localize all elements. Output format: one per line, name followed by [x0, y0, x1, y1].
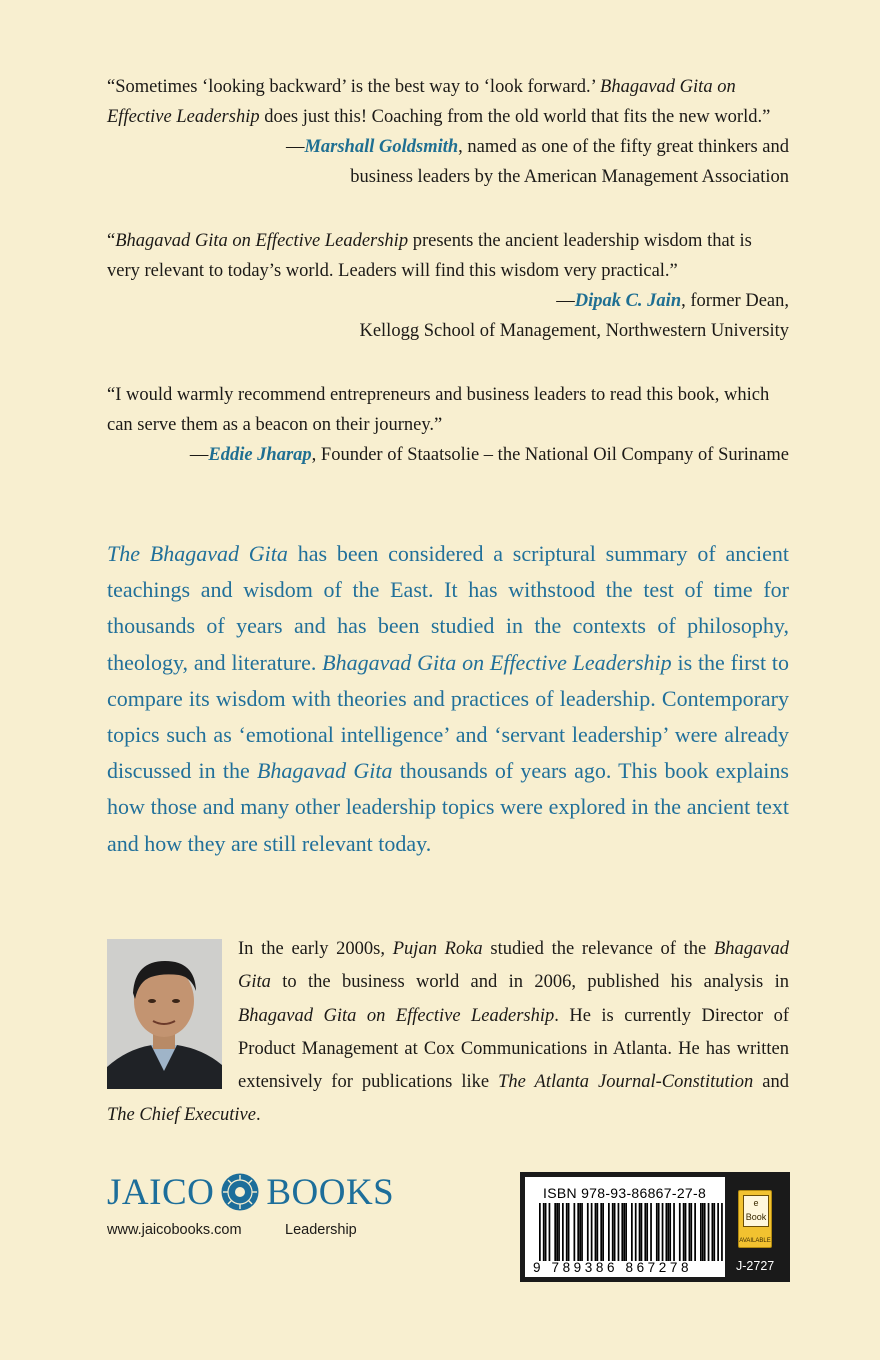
- endorsement-quote-2: [107, 226, 789, 346]
- quote-text: [107, 72, 789, 132]
- publisher-website: www.jaicobooks.com: [107, 1222, 242, 1238]
- barcode-bar: [689, 1203, 691, 1261]
- barcode-bar: [658, 1203, 660, 1261]
- barcode-bar: [621, 1203, 623, 1261]
- author-name: Pujan Roka: [392, 939, 483, 959]
- endorser-title: , former Dean,: [681, 291, 789, 311]
- barcode-bar: [600, 1203, 602, 1261]
- barcode-bar: [683, 1203, 685, 1261]
- barcode-bar: [591, 1203, 593, 1261]
- book-description: [107, 536, 789, 862]
- bio-title: Bhagavad Gita: [238, 939, 790, 993]
- barcode-bar: [625, 1203, 627, 1261]
- barcode-bar: [562, 1203, 564, 1261]
- barcode-bar: [568, 1203, 570, 1261]
- quote-attribution: [107, 286, 789, 316]
- barcode-bar: [631, 1203, 633, 1261]
- author-bio: [107, 933, 789, 1133]
- endorsement-quote-1: [107, 72, 789, 192]
- bio-text: and: [753, 1072, 789, 1093]
- barcode-bar: [713, 1203, 715, 1261]
- barcode-bar: [685, 1203, 687, 1261]
- barcode-bar: [579, 1203, 581, 1261]
- quote-attribution: [107, 132, 789, 162]
- barcode-bar: [646, 1203, 648, 1261]
- isbn-text: ISBN 978-93-86867-27-8: [543, 1185, 707, 1201]
- barcode-bar: [595, 1203, 597, 1261]
- barcode-bars: [539, 1203, 723, 1261]
- barcode-bar: [721, 1203, 723, 1261]
- barcode-bar: [614, 1203, 616, 1261]
- barcode-bar: [656, 1203, 658, 1261]
- barcode-bar: [700, 1203, 702, 1261]
- bio-text: In the early 2000s,: [238, 939, 393, 959]
- quote-attribution: [107, 440, 789, 470]
- barcode-bar: [558, 1203, 560, 1261]
- bio-text: to the business world and in 2006, published his analysis in: [270, 972, 789, 993]
- endorser-name: Dipak C. Jain: [574, 291, 682, 311]
- barcode-bar: [581, 1203, 583, 1261]
- barcode-panel: [520, 1172, 790, 1282]
- barcode-bar: [543, 1203, 545, 1261]
- barcode-bar: [612, 1203, 614, 1261]
- quote-book-title: Bhagavad Gita on Effective Leadership: [107, 77, 736, 127]
- bio-text: . He is currently Director of Product Management at Cox Communications in Atlanta. He has written extensively for publications like: [238, 1005, 789, 1093]
- barcode-bar: [673, 1203, 675, 1261]
- blurb-text: is the first to compare its wisdom with theories and practices of leadership. Contemporary topics such as ‘emotional intelligence’ and ‘servant leadership’ were already discussed in the: [107, 649, 789, 784]
- bio-text: .: [255, 1105, 261, 1126]
- barcode-bar: [587, 1203, 589, 1261]
- barcode-bar: [694, 1203, 696, 1261]
- dash: —: [189, 445, 209, 465]
- barcode-bar: [608, 1203, 610, 1261]
- endorser-title: , named as one of the fifty great thinkers and: [458, 137, 789, 157]
- endorser-title-line2: business leaders by the American Management Association: [350, 167, 789, 187]
- barcode-bar: [566, 1203, 568, 1261]
- ebook-available-badge: [738, 1190, 772, 1248]
- barcode-bar: [662, 1203, 664, 1261]
- endorser-name: Marshall Goldsmith: [304, 137, 459, 157]
- quote-text: [107, 226, 789, 286]
- barcode-bar: [669, 1203, 671, 1261]
- publisher-logo: [107, 1170, 394, 1214]
- endorser-name: Eddie Jharap: [208, 445, 312, 465]
- bio-title: Bhagavad Gita on Effective Leadership: [238, 1005, 555, 1026]
- ebook-sub-label: AVAILABLE: [739, 1238, 771, 1244]
- dash: —: [285, 137, 305, 157]
- barcode-bar: [639, 1203, 641, 1261]
- quote-text-part: “Sometimes ‘looking backward’ is the best way to ‘look forward.’: [107, 77, 601, 97]
- barcode-bar: [635, 1203, 637, 1261]
- quote-text-part: does just this! Coaching from the old world that fits the new world.”: [259, 107, 771, 127]
- quote-text: “I would warmly recommend entrepreneurs and business leaders to read this book, which can serve them as a beacon on their journey.”: [107, 385, 770, 435]
- barcode-bar: [717, 1203, 719, 1261]
- barcode-bar: [623, 1203, 625, 1261]
- barcode-bar: [556, 1203, 558, 1261]
- barcode-bar: [574, 1203, 576, 1261]
- barcode-bar: [667, 1203, 669, 1261]
- dash: —: [556, 291, 575, 311]
- barcode-bar: [644, 1203, 646, 1261]
- barcode-bar: [708, 1203, 710, 1261]
- barcode-bar: [704, 1203, 706, 1261]
- barcode-bar: [549, 1203, 551, 1261]
- barcode-bar: [666, 1203, 668, 1261]
- bio-publication: The Atlanta Journal-Constitution: [498, 1072, 754, 1093]
- barcode-bar: [539, 1203, 541, 1261]
- endorser-title: , Founder of Staatsolie – the National Oil Company of Suriname: [311, 445, 789, 465]
- barcode-bar: [597, 1203, 599, 1261]
- barcode-label: [525, 1177, 725, 1277]
- blurb-text: has been considered a scriptural summary of ancient teachings and wisdom of the East. It has withstood the test of time for thousands of years and has been studied in the contexts of philosophy, theology, and literature.: [107, 541, 789, 675]
- product-code: J-2727: [736, 1259, 775, 1273]
- barcode-bar: [554, 1203, 556, 1261]
- barcode-bar: [618, 1203, 620, 1261]
- barcode-bar: [650, 1203, 652, 1261]
- blurb-title: Bhagavad Gita: [256, 758, 393, 784]
- bio-text: studied the relevance of the: [482, 939, 714, 959]
- barcode-bar: [545, 1203, 547, 1261]
- sun-emblem-icon: [220, 1172, 260, 1212]
- barcode-bar: [690, 1203, 692, 1261]
- barcode-bar: [679, 1203, 681, 1261]
- blurb-book-title: Bhagavad Gita on Effective Leadership: [322, 649, 672, 675]
- ebook-icon: e Book: [743, 1195, 769, 1227]
- blurb-text: thousands of years ago. This book explains how those and many other leadership topics were explored in the ancient text and how they are still relevant today.: [107, 758, 789, 856]
- bio-publication: The Chief Executive: [107, 1105, 256, 1126]
- barcode-bar: [602, 1203, 604, 1261]
- logo-text-right: BOOKS: [266, 1171, 395, 1213]
- barcode-bar: [577, 1203, 579, 1261]
- barcode-bar: [641, 1203, 643, 1261]
- quote-text-part: “: [107, 231, 116, 251]
- barcode-digits: 9 789386 867278: [533, 1260, 693, 1275]
- endorser-title-line2: Kellogg School of Management, Northwestern University: [359, 321, 789, 341]
- logo-text-left: JAICO: [107, 1171, 215, 1213]
- barcode-bar: [712, 1203, 714, 1261]
- quote-book-title: Bhagavad Gita on Effective Leadership: [115, 231, 409, 251]
- quote-text-part: presents the ancient leadership wisdom that is very relevant to today’s world. Leaders will find this wisdom very practical.”: [107, 231, 752, 281]
- barcode-bar: [702, 1203, 704, 1261]
- endorsement-quote-3: [107, 380, 789, 470]
- blurb-title: The Bhagavad Gita: [107, 541, 288, 566]
- book-category: Leadership: [285, 1222, 357, 1238]
